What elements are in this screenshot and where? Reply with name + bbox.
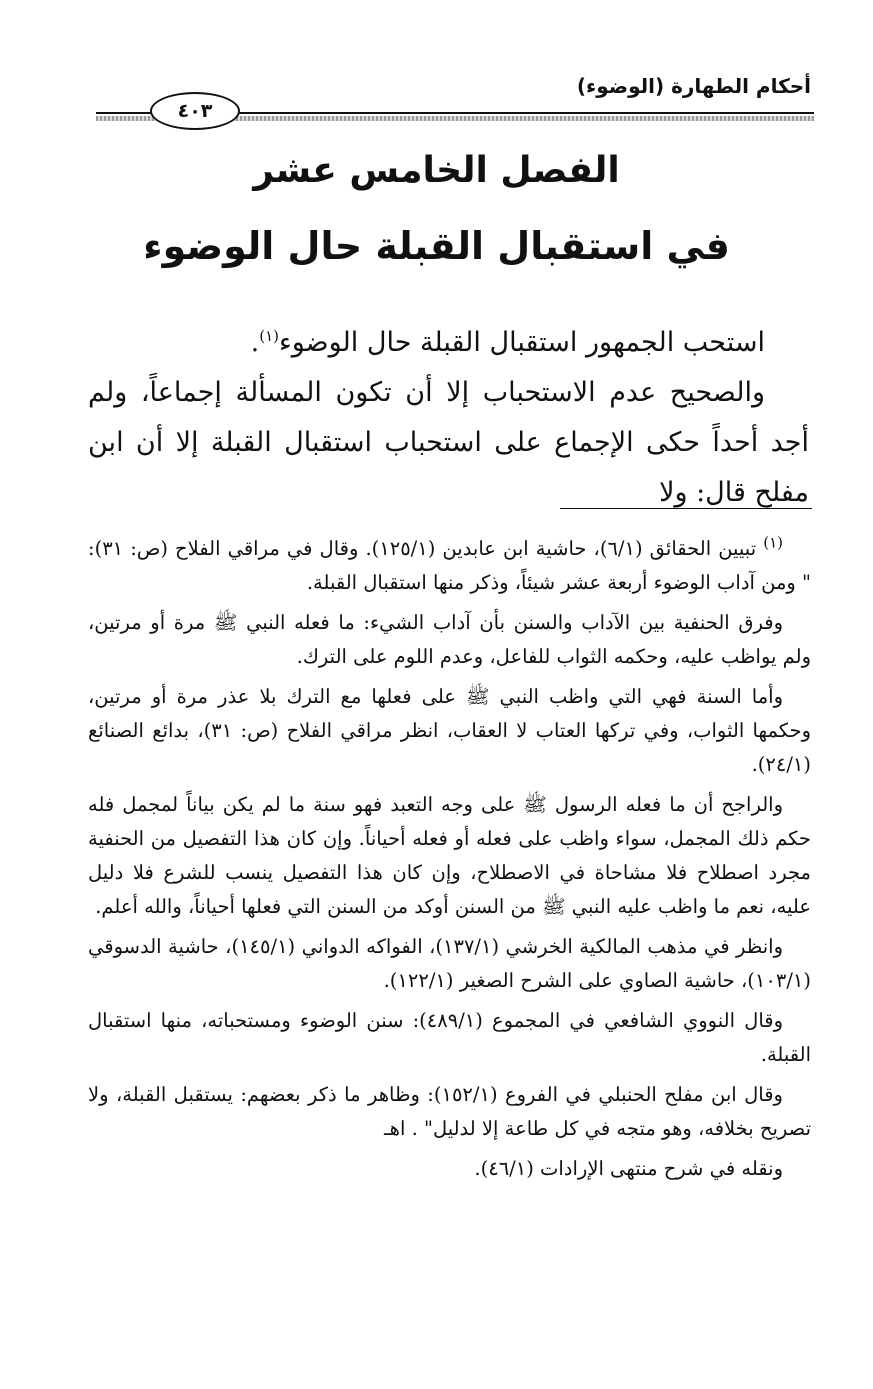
page-number (150, 92, 240, 130)
footnote: وقال النووي الشافعي في المجموع (٤٨٩/١): سنن الوضوء ومستحباته، منها استقبال القبلة. (88, 1009, 811, 1066)
paragraph: والصحيح عدم الاستحباب إلا أن تكون المسألة إجماعاً، ولم أجد أحداً حكى الإجماع على استحباب استقبال القبلة إلا أن ابن مفلح قال: ولا (88, 377, 809, 508)
paragraph-end: . (250, 327, 260, 358)
footnote: وفرق الحنفية بين الآداب والسنن بأن آداب الشيء: ما فعله النبي ﷺ مرة أو مرتين، ولم يواظب عليه، وحكمه الثواب للفاعل، وعدم اللوم على الترك. (88, 611, 811, 668)
paragraph-text: استحب الجمهور استقبال القبلة حال الوضوء (279, 327, 765, 358)
footnote-divider (560, 508, 812, 509)
running-head: أحكام الطهارة (الوضوء) (576, 74, 811, 98)
footnote-ref: (١) (259, 327, 280, 345)
chapter-title: الفصل الخامس عشر (253, 150, 620, 191)
paragraph (88, 318, 809, 368)
footnote: والراجح أن ما فعله الرسول ﷺ على وجه التعبد فهو سنة ما لم يكن بياناً لمجمل فله حكم ذلك المجمل، سواء واظب على فعله أو فعله أحياناً. وإن كان هذا التفصيل من الحنفية مجرد اصطلاح فلا مشاحاة في الاصطلاح، وإن كان هذا التفصيل ينسب للشرع فلا دليل عليه، نعم ما واظب عليه النبي ﷺ من السنن أوكد من السنن التي فعلها أحياناً، والله أعلم. (88, 793, 811, 918)
footnote: وقال ابن مفلح الحنبلي في الفروع (١٥٢/١): وظاهر ما ذكر بعضهم: يستقبل القبلة، ولا تصريح بخلافه، وهو متجه في كل طاعة إلا لدليل" . اهـ (88, 1083, 811, 1140)
footnote-text: تبيين الحقائق (٦/١)، حاشية ابن عابدين (١٢٥/١). وقال في مراقي الفلاح (ص: ٣١): " ومن آداب الوضوء أربعة عشر شيئاً، وذكر منها استقبال القبلة. (88, 537, 811, 594)
main-text (88, 318, 809, 518)
footnote (88, 532, 811, 600)
page-number-text: ٤٠٣ (177, 100, 213, 122)
footnote: وانظر في مذهب المالكية الخرشي (١٣٧/١)، الفواكه الدواني (١٤٥/١)، حاشية الدسوقي (١٠٣/١)، حاشية الصاوي على الشرح الصغير (١٢٢/١). (88, 935, 811, 992)
footnote: ونقله في شرح منتهى الإرادات (٤٦/١). (474, 1157, 783, 1180)
footnote-marker: (١) (763, 533, 783, 552)
chapter-subtitle: في استقبال القبلة حال الوضوء (143, 224, 730, 268)
footnotes (88, 532, 811, 1192)
footnote: وأما السنة فهي التي واظب النبي ﷺ على فعلها مع الترك بلا عذر مرة أو مرتين، وحكمها الثواب، وفي تركها العتاب لا العقاب، انظر مراقي الفلاح (ص: ٣١)، بدائع الصنائع (٢٤/١). (88, 685, 811, 776)
